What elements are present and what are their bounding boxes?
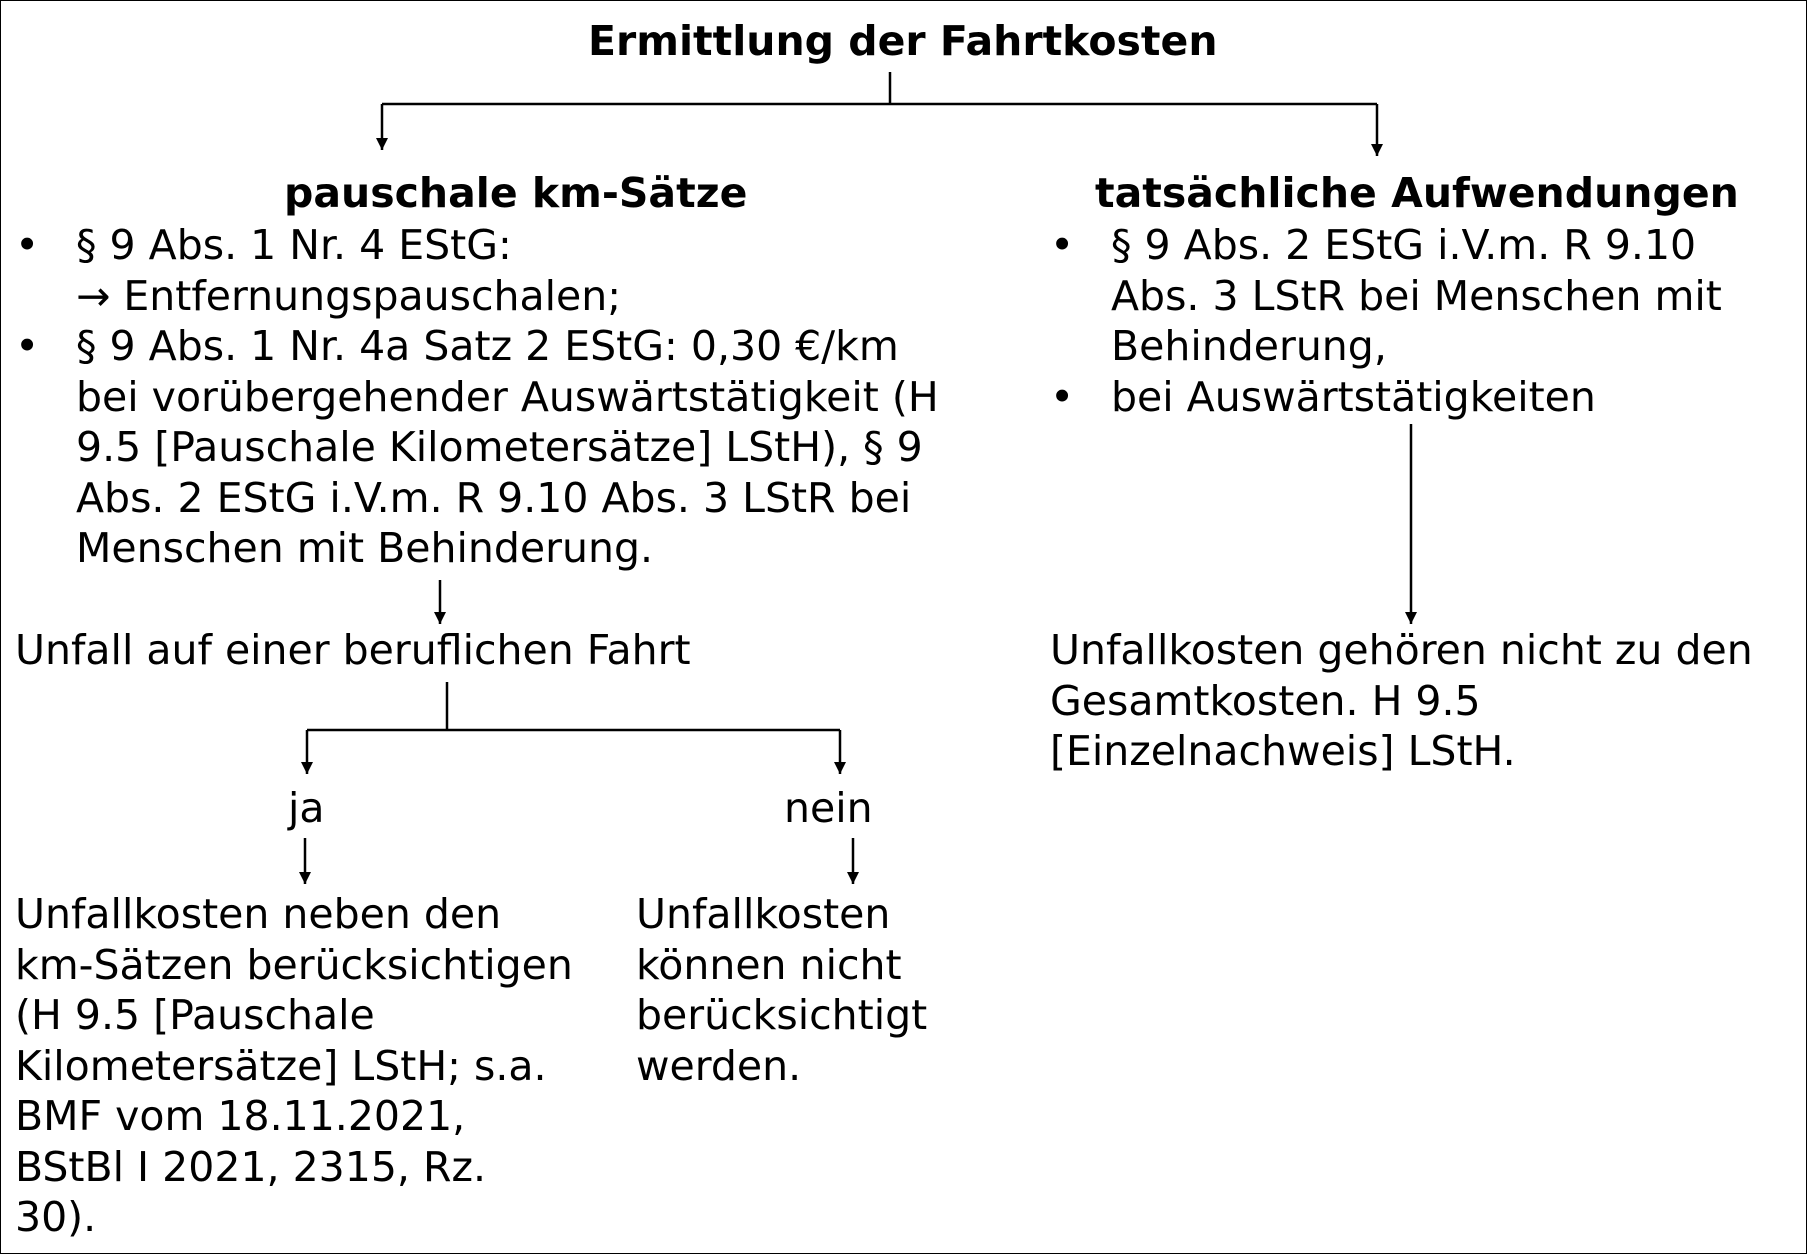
- no-result-line-1: Unfallkosten: [636, 890, 891, 938]
- left-branch-bullets: [15, 220, 939, 574]
- yes-result-line-7: 30).: [15, 1193, 97, 1241]
- diagram-title: Ermittlung der Fahrtkosten: [588, 17, 1218, 65]
- yes-result-line-3: (H 9.5 [Pauschale: [15, 991, 375, 1039]
- no-result: [636, 889, 927, 1091]
- right-result-line-3: [Einzelnachweis] LStH.: [1050, 727, 1516, 775]
- left-bullet-1-line-2: → Entfernungspauschalen;: [76, 271, 622, 320]
- right-result-line-2: Gesamtkosten. H 9.5: [1050, 676, 1481, 725]
- right-result-line-1: Unfallkosten gehören nicht zu den: [1050, 626, 1753, 674]
- left-bullet-2-line-5: Menschen mit Behinderung.: [76, 524, 654, 572]
- right-result: [1050, 625, 1753, 777]
- no-result-line-2: können nicht: [636, 940, 902, 989]
- left-bullet-2-line-2: bei vorübergehender Auswärtstätigkeit (H: [76, 372, 939, 421]
- right-branch-bullets: [1050, 220, 1722, 422]
- yes-result: [15, 889, 573, 1243]
- right-bullet-1-line-1: • § 9 Abs. 2 EStG i.V.m. R 9.10: [1111, 221, 1697, 269]
- left-branch-heading: pauschale km-Sätze: [284, 169, 748, 217]
- left-bullet-1-line-1: • § 9 Abs. 1 Nr. 4 EStG:: [76, 221, 512, 269]
- right-bullet-1-line-3: Behinderung,: [1111, 322, 1387, 370]
- left-bullet-2-line-4: Abs. 2 EStG i.V.m. R 9.10 Abs. 3 LStR bei: [76, 473, 912, 522]
- right-bullet-1: [1050, 220, 1722, 372]
- yes-result-line-5: BMF vom 18.11.2021,: [15, 1092, 466, 1140]
- yes-result-line-6: BStBl I 2021, 2315, Rz.: [15, 1142, 487, 1191]
- yes-label: ja: [288, 784, 325, 832]
- yes-result-line-2: km-Sätzen berücksichtigen: [15, 940, 573, 989]
- right-bullet-2: [1050, 372, 1722, 423]
- right-bullet-2-line-1: • bei Auswärtstätigkeiten: [1111, 372, 1596, 421]
- no-result-line-3: berücksichtigt: [636, 991, 928, 1039]
- yes-result-line-4: Kilometersätze] LStH; s.a.: [15, 1041, 547, 1090]
- no-label: nein: [784, 784, 873, 832]
- left-bullet-2-line-3: 9.5 [Pauschale Kilometersätze] LStH), § 9: [76, 423, 923, 471]
- right-branch-heading: tatsächliche Aufwendungen: [1095, 169, 1739, 217]
- left-bullet-2-line-1: • § 9 Abs. 1 Nr. 4a Satz 2 EStG: 0,30 €/km: [76, 322, 899, 370]
- right-bullet-1-line-2: Abs. 3 LStR bei Menschen mit: [1111, 271, 1722, 320]
- left-bullet-2: [15, 321, 939, 574]
- no-result-line-4: werden.: [636, 1041, 802, 1090]
- yes-result-line-1: Unfallkosten neben den: [15, 890, 502, 938]
- question-text: Unfall auf einer beruflichen Fahrt: [15, 626, 691, 674]
- left-bullet-1: [15, 220, 939, 321]
